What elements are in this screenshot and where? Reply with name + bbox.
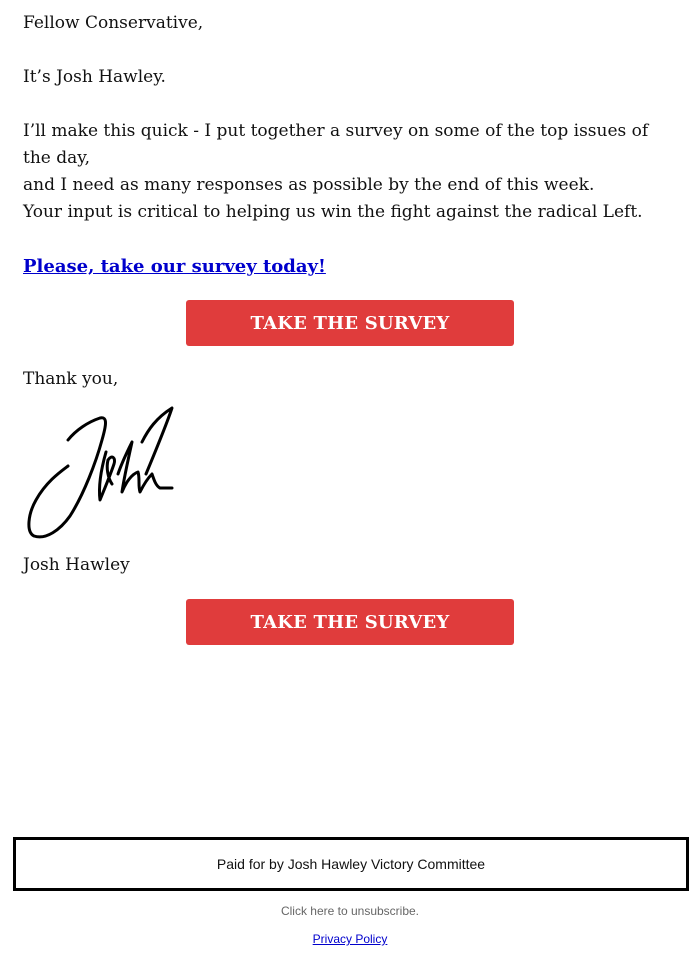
take-survey-button-top[interactable]: TAKE THE SURVEY (186, 300, 514, 346)
signature-stroke-j (29, 418, 106, 537)
signature-stroke-o (99, 452, 114, 500)
greeting: Fellow Conservative, (23, 13, 204, 33)
privacy-policy-container (0, 932, 700, 946)
signature-image (22, 404, 182, 544)
paid-for-disclaimer (13, 837, 689, 891)
privacy-policy-link[interactable]: Privacy Policy (312, 932, 388, 946)
paid-for-text: Paid for by Josh Hawley Victory Committee (216, 856, 486, 872)
signature-stroke-sh (118, 442, 172, 492)
intro-line: It’s Josh Hawley. (23, 67, 166, 87)
body-line-2: and I need as many responses as possible by the end of this week. (23, 175, 595, 195)
signature-stroke-tail (142, 408, 172, 474)
signature-name: Josh Hawley (23, 555, 130, 575)
body-paragraph-1 (23, 118, 673, 199)
body-paragraph-2: Your input is critical to helping us win the fight against the radical Left. (23, 202, 643, 222)
body-line-1: I’ll make this quick - I put together a survey on some of the top issues of the day, (23, 121, 649, 168)
survey-link[interactable]: Please, take our survey today! (23, 256, 326, 277)
take-survey-button-bottom[interactable]: TAKE THE SURVEY (186, 599, 514, 645)
unsubscribe-link[interactable]: Click here to unsubscribe. (280, 904, 420, 918)
closing-text: Thank you, (23, 369, 119, 389)
